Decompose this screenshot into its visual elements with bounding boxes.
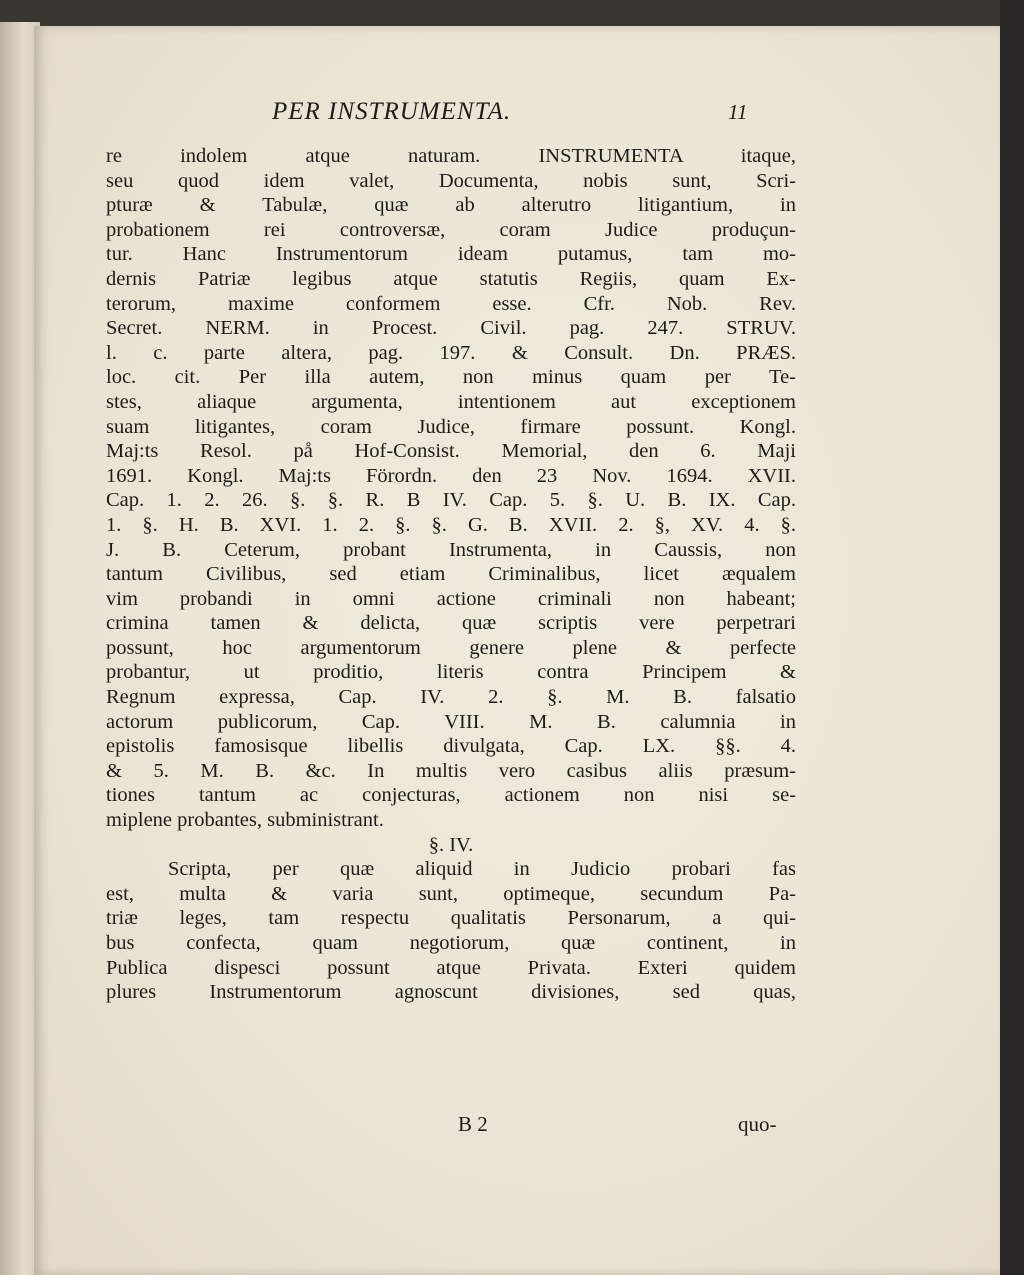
section-heading: §. IV. [428,833,474,856]
text-line: 1691. Kongl. Maj:ts Förordn. den 23 Nov. 1694. XVII. [106,464,796,487]
text-line: tur. Hanc Instrumentorum ideam putamus, tam mo- [106,243,796,266]
text-line: loc. cit. Per illa autem, non minus quam per Te- [106,366,796,389]
text-line: & 5. M. B. &c. In multis vero casibus aliis præsum- [106,759,796,782]
scan-background-edge [1000,0,1024,1275]
text-line: dernis Patriæ legibus atque statutis Regiis, quam Ex- [106,267,796,290]
text-line: triæ leges, tam respectu qualitatis Personarum, a qui- [106,907,796,930]
text-line: pturæ & Tabulæ, quæ ab alterutro litigantium, in [106,194,796,217]
page-footer [34,1112,1000,1142]
text-line: l. c. parte altera, pag. 197. & Consult. Dn. PRÆS. [106,341,796,364]
text-line: epistolis famosisque libellis divulgata, Cap. LX. §§. 4. [106,735,796,758]
text-line: est, multa & varia sunt, optimeque, secundum Pa- [106,882,796,905]
text-line: probantur, ut proditio, literis contra Principem & [106,661,796,684]
text-line: probationem rei controversæ, coram Judice produçun- [106,218,796,241]
text-line: vim probandi in omni actione criminali non habeant; [106,587,796,610]
text-line: Maj:ts Resol. på Hof-Consist. Memorial, den 6. Maji [106,440,796,463]
text-line: possunt, hoc argumentorum genere plene & perfecte [106,636,796,659]
text-line: 1. §. H. B. XVI. 1. 2. §. §. G. B. XVII. 2. §, XV. 4. §. [106,513,796,536]
text-line: Secret. NERM. in Procest. Civil. pag. 247. STRUV. [106,317,796,340]
page-header [34,98,1000,138]
text-line: crimina tamen & delicta, quæ scriptis vere perpetrari [106,612,796,635]
book-page [34,26,1000,1275]
text-line: Scripta, per quæ aliquid in Judicio probari fas [168,858,796,881]
text-line: terorum, maxime conformem esse. Cfr. Nob. Rev. [106,292,796,315]
text-line: seu quod idem valet, Documenta, nobis sunt, Scri- [106,169,796,192]
text-line: bus confecta, quam negotiorum, quæ continent, in [106,932,796,954]
text-line: Cap. 1. 2. 26. §. §. R. B IV. Cap. 5. §. U. B. IX. Cap. [106,489,796,512]
signature-mark: B 2 [458,1112,488,1136]
text-line: Regnum expressa, Cap. IV. 2. §. M. B. falsatio [106,686,796,709]
text-line: Publica dispesci possunt atque Privata. Exteri quidem [106,956,796,979]
text-line: J. B. Ceterum, probant Instrumenta, in Caussis, non [106,538,796,561]
body-text [106,144,796,1005]
text-line: miplene probantes, subministrant. [106,809,384,832]
text-line: tiones tantum ac conjecturas, actionem non nisi se- [106,784,796,807]
text-line: re indolem atque naturam. INSTRUMENTA itaque, [106,145,796,167]
text-line: plures Instrumentorum agnoscunt divisiones, sed quas, [106,981,796,1004]
page-number: 11 [728,100,748,124]
text-line: suam litigantes, coram Judice, firmare possunt. Kongl. [106,415,796,438]
text-line: actorum publicorum, Cap. VIII. M. B. calumnia in [106,710,796,733]
text-line: tantum Civilibus, sed etiam Criminalibus, licet æqualem [106,563,796,586]
catchword: quo- [738,1112,777,1136]
text-line: stes, aliaque argumenta, intentionem aut exceptionem [106,390,796,413]
running-title: PER INSTRUMENTA. [272,98,512,125]
